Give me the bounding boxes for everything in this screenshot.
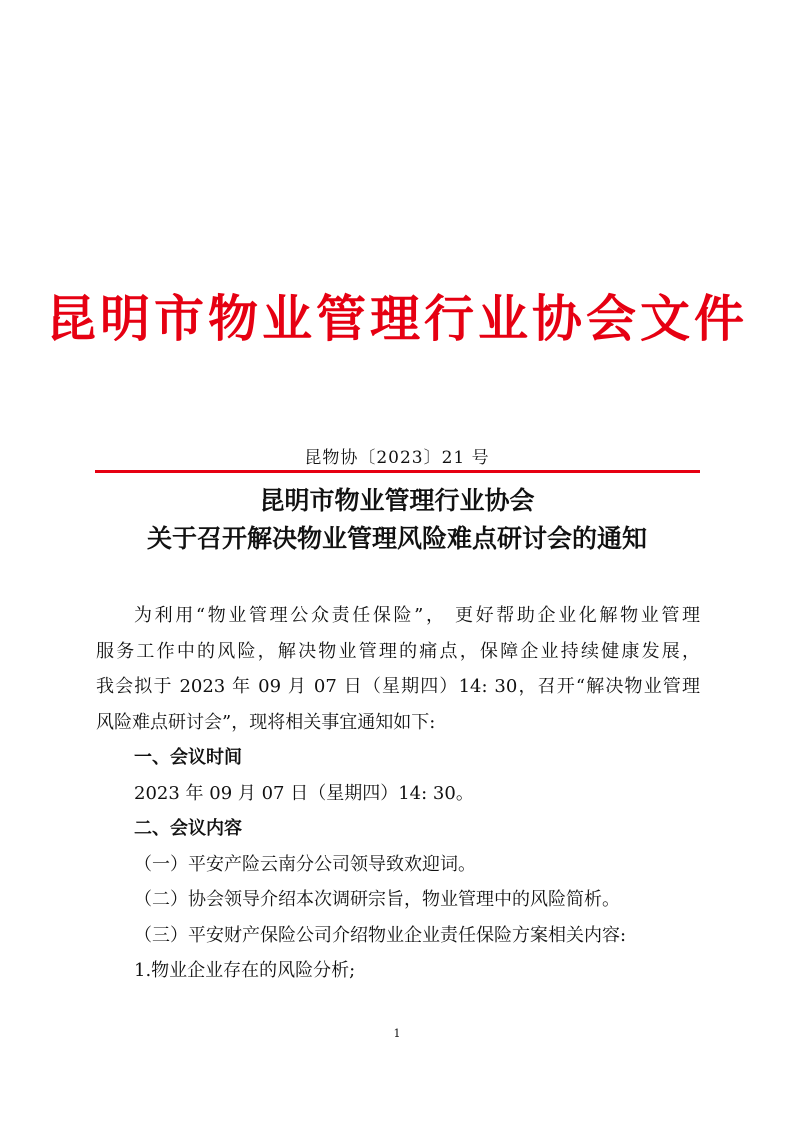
notice-title — [0, 482, 794, 558]
content-item-1: （一）平安产险云南分公司领导致欢迎词。 — [134, 853, 476, 875]
document-number: 昆物协〔2023〕21 号 — [304, 448, 490, 468]
content-item-4: 1.物业企业存在的风险分析; — [134, 960, 356, 981]
section-heading-meeting-content: 二、会议内容 — [134, 818, 242, 839]
intro-line-2: 服务工作中的风险，解决物业管理的痛点，保障企业持续健康发展， — [96, 640, 700, 662]
content-item-2: （二）协会领导介绍本次调研宗旨，物业管理中的风险简析。 — [134, 889, 620, 910]
notice-title-line-2: 关于召开解决物业管理风险难点研讨会的通知 — [146, 524, 647, 553]
intro-line-4: 风险难点研讨会”，现将相关事宜通知如下: — [96, 711, 436, 733]
red-divider-line — [95, 470, 700, 473]
document-body — [96, 598, 700, 989]
content-item-3: （三）平安财产保险公司介绍物业企业责任保险方案相关内容: — [134, 924, 627, 946]
meeting-time-text: 2023 年 09 月 07 日（星期四）14: 30。 — [134, 782, 474, 804]
page-number: 1 — [393, 1027, 401, 1040]
intro-line-3: 我会拟于 2023 年 09 月 07 日（星期四）14: 30，召开“解决物业管理 — [96, 676, 700, 697]
section-heading-meeting-time: 一、会议时间 — [134, 747, 242, 768]
notice-title-line-1: 昆明市物业管理行业协会 — [259, 486, 535, 515]
document-header-title: 昆明市物业管理行业协会文件 — [46, 290, 748, 348]
intro-line-1: 为利用“物业管理公众责任保险”， 更好帮助企业化解物业管理 — [134, 605, 700, 626]
